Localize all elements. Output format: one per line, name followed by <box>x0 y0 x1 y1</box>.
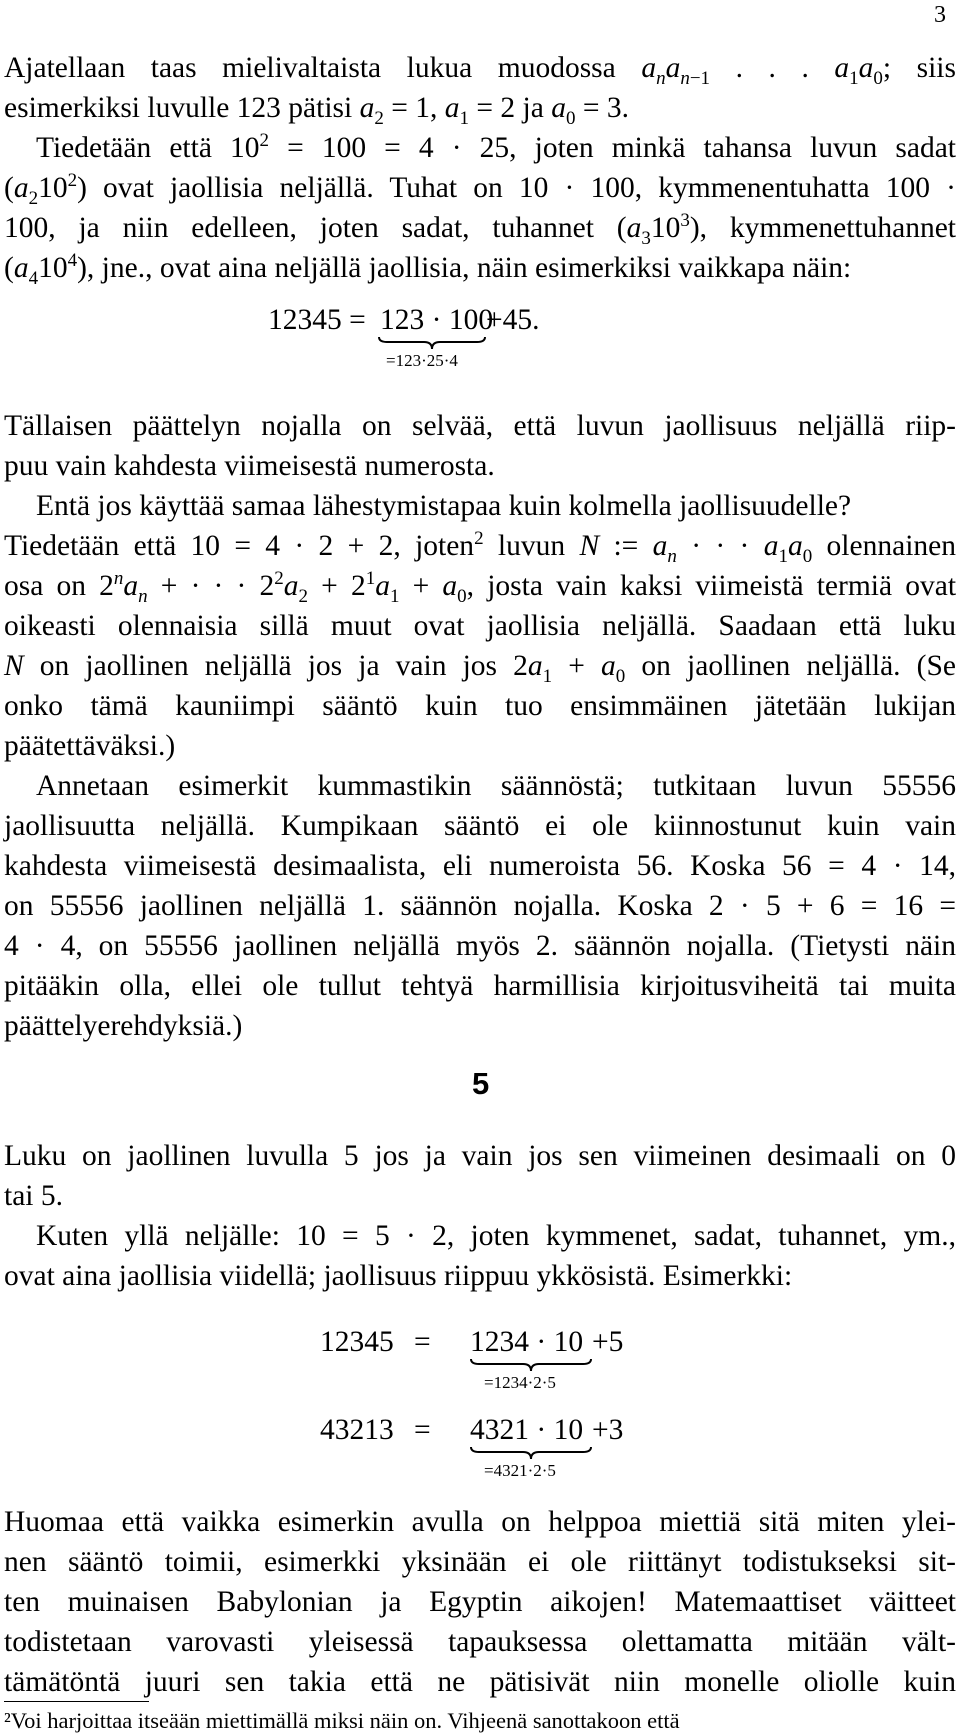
equation-remainder: +5 <box>592 1326 624 1358</box>
text-line: Tiedetään että $10^2 = 100 = 4 \cdot 25$, joten minkä tahansa luvun sadat <box>36 130 956 164</box>
text-line: esimerkiksi luvulle 123 pätisi $a_2 = 1$, $a_1 = 2$ ja $a_0 = 3$. <box>4 92 629 129</box>
text-line: päättelyerehdyksiä.) <box>4 1010 243 1042</box>
equation-lhs: 43213 <box>320 1414 394 1446</box>
text-line: Tällaisen päättelyn nojalla on selvää, että luvun jaollisuus neljällä riip- <box>4 410 956 442</box>
text-line: N on jaollinen neljällä jos ja vain jos $2a_1 + a_0$ on jaollinen neljällä. (Se <box>4 650 957 687</box>
underbrace-icon <box>470 1358 592 1372</box>
footnote-rule <box>4 1701 149 1702</box>
text-line: $(a_410^4)$, jne., ovat aina neljällä jaollisia, näin esimerkiksi vaikkapa näin: <box>4 250 852 289</box>
text-line: osa on $2^na_n$ + · · · $2^2a_2 + 2^1a_1 + a_0$, josta vain kaksi viimeistä termiä ovat <box>4 568 957 607</box>
text-line: puu vain kahdesta viimeisestä numerosta. <box>4 450 495 482</box>
underbrace-label: =4321·2·5 <box>484 1461 556 1480</box>
text-line: ten muinaisen Babylonian ja Egyptin aikojen! Matemaattiset väitteet <box>4 1586 956 1618</box>
text-line: pitääkin olla, ellei ole tullut tehtyä harmillisia kirjoitusviheitä tai muita <box>4 970 956 1002</box>
text-line: ovat aina jaollisia viidellä; jaollisuus riippuu ykkösistä. Esimerkki: <box>4 1260 793 1292</box>
underbrace-label: =1234·2·5 <box>484 1373 556 1392</box>
text-line: Luku on jaollinen luvulla 5 jos ja vain jos sen viimeinen desimaali on 0 <box>4 1140 956 1172</box>
text-line: Ajatellaan taas mielivaltaista lukua muodossa $a_na_{n-1}$ . . . $a_1a_0$; siis <box>4 52 956 89</box>
text-line: nen sääntö toimii, esimerkki yksinään ei ole riittänyt todistukseksi sit- <box>4 1546 956 1578</box>
equation-lhs: 12345 <box>320 1326 394 1358</box>
text-line: Annetaan esimerkit kummastikin säännöstä; tutkitaan luvun 55556 <box>36 770 956 802</box>
underbrace-icon <box>378 336 486 350</box>
text-line: $(a_210^2)$ ovat jaollisia neljällä. Tuhat on 10 · 100, kymmenentuhatta 100 · <box>4 170 956 209</box>
text-line: tämätöntä juuri sen takia että ne pätisivät niin monelle oliolle kuin <box>4 1666 956 1698</box>
underbrace-icon <box>470 1446 592 1460</box>
text-line: 4 · 4, on 55556 jaollinen neljällä myös 2. säännön nojalla. (Tietysti näin <box>4 930 956 962</box>
underbrace-label: =123·25·4 <box>386 351 458 370</box>
text-line: onko tämä kauniimpi sääntö kuin tuo ensimmäinen jätetään lukijan <box>4 690 956 722</box>
text-line: Tiedetään että 10 = 4 · 2 + 2, joten$^2$ luvun N := $a_n$ · · · $a_1a_0$ olennainen <box>4 528 956 567</box>
text-line: kahdesta viimeisestä desimaalista, eli numeroista 56. Koska 56 = 4 · 14, <box>4 850 956 882</box>
text-line: Huomaa että vaikka esimerkin avulla on helppoa miettiä sitä miten ylei- <box>4 1506 956 1538</box>
text-line: Entä jos käyttää samaa lähestymistapaa kuin kolmella jaollisuudelle? <box>36 490 852 522</box>
equation-equals: = <box>414 1414 431 1446</box>
text-line: todistetaan varovasti yleisessä tapauksessa olettamatta mitään vält- <box>4 1626 956 1658</box>
text-line: Kuten yllä neljälle: 10 = 5 · 2, joten kymmenet, sadat, tuhannet, ym., <box>36 1220 956 1252</box>
equation-remainder: +3 <box>592 1414 624 1446</box>
equation-lhs: 12345 = <box>268 304 366 336</box>
text-line: on 55556 jaollinen neljällä 1. säännön nojalla. Koska 2 · 5 + 6 = 16 = <box>4 890 956 922</box>
text-line: päätettäväksi.) <box>4 730 176 762</box>
page-number: 3 <box>934 2 946 28</box>
equation-equals: = <box>414 1326 431 1358</box>
text-line: 100, ja niin edelleen, joten sadat, tuhannet $(a_310^3)$, kymmenettuhannet <box>4 210 956 249</box>
equation-braced-term: 1234 · 10 <box>470 1326 584 1358</box>
text-line: tai 5. <box>4 1180 63 1212</box>
text-line: oikeasti olennaisia sillä muut ovat jaollisia neljällä. Saadaan että luku <box>4 610 956 642</box>
equation-braced-term: 4321 · 10 <box>470 1414 584 1446</box>
section-title: 5 <box>472 1066 490 1101</box>
equation-remainder: +45. <box>486 304 540 336</box>
equation-braced-term: 123 · 100 <box>380 304 494 336</box>
footnote-line: ²Voi harjoittaa itseään miettimällä miksi näin on. Vihjeenä sanottakoon että <box>4 1708 680 1733</box>
text-line: jaollisuutta neljällä. Kumpikaan sääntö ei ole kiinnostunut kuin vain <box>4 810 956 842</box>
